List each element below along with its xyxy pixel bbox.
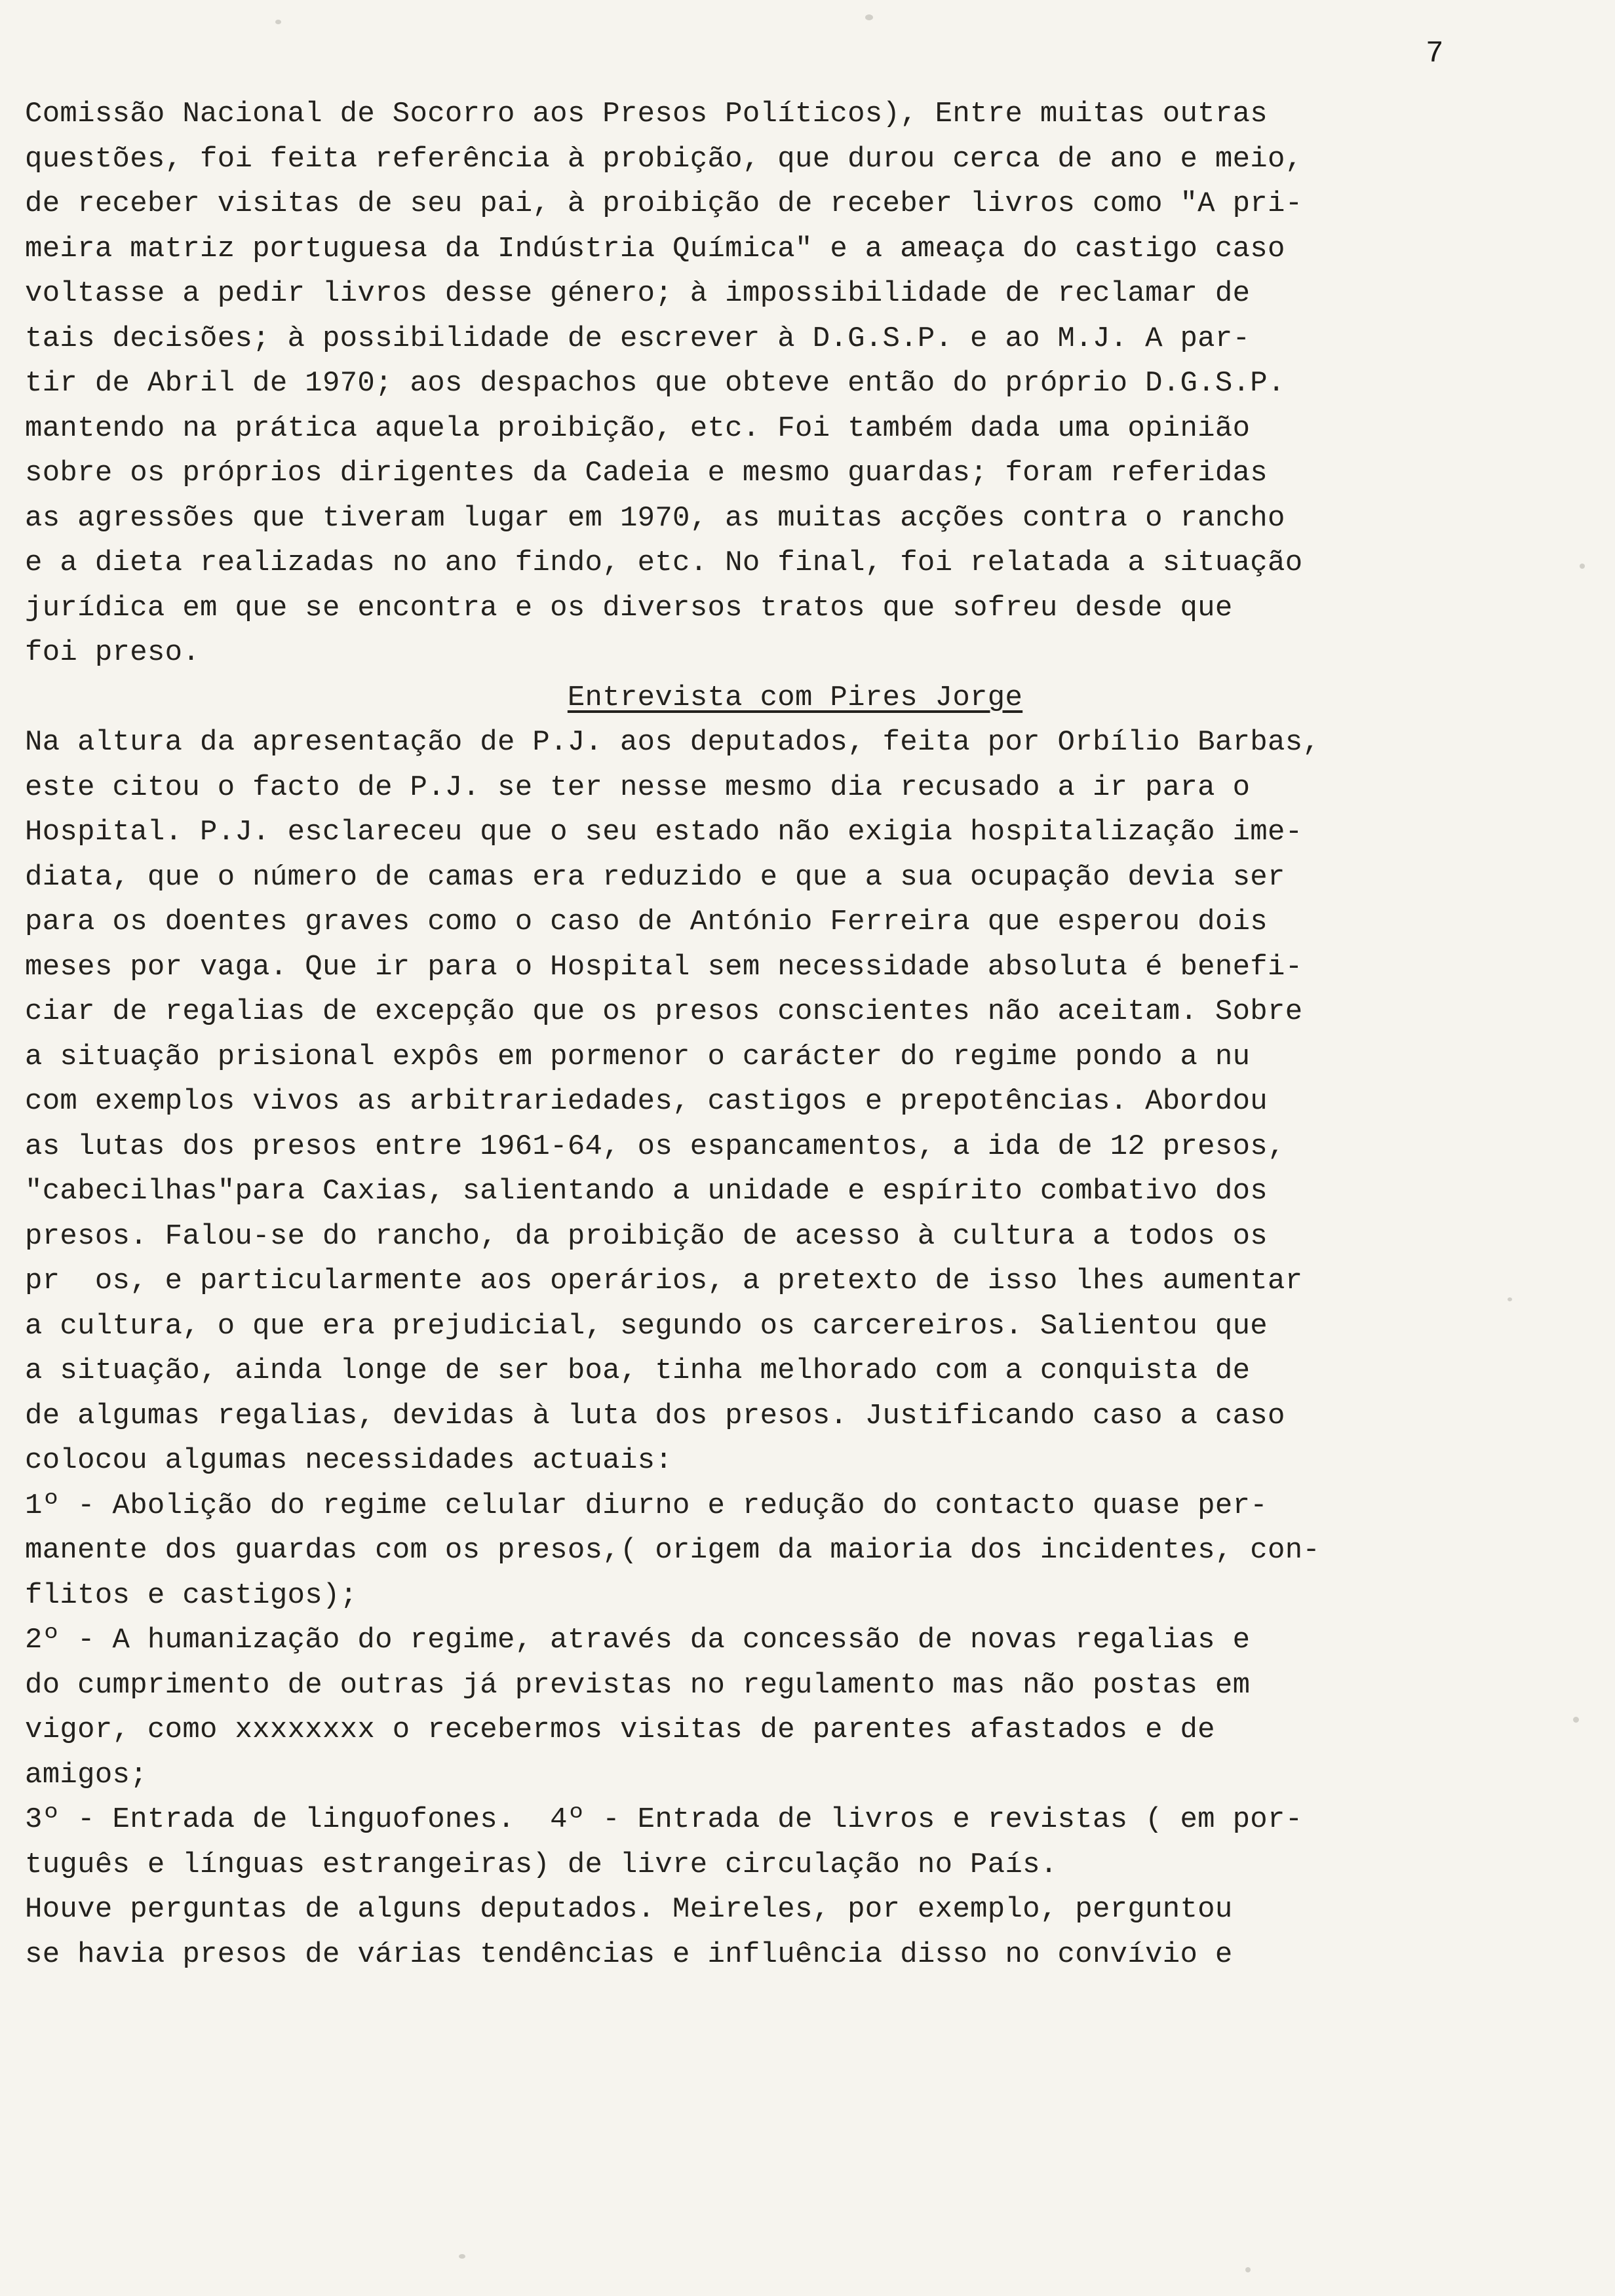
paper-speck — [1573, 1717, 1579, 1723]
text-line: tais decisões; à possibilidade de escrever à D.G.S.P. e ao M.J. A par- — [25, 322, 1251, 355]
paper-speck — [275, 20, 281, 24]
text-line: "cabecilhas"para Caxias, salientando a unidade e espírito combativo dos — [25, 1175, 1268, 1208]
text-line: as lutas dos presos entre 1961-64, os espancamentos, a ida de 12 presos, — [25, 1130, 1285, 1163]
paragraph-1 — [25, 92, 1552, 676]
text-line: ciar de regalias de excepção que os presos conscientes não aceitam. Sobre — [25, 995, 1303, 1028]
text-line: foi preso. — [25, 636, 201, 669]
text-line: 3º - Entrada de linguofones. 4º - Entrada de livros e revistas ( em por- — [25, 1803, 1303, 1836]
text-line: flitos e castigos); — [25, 1578, 358, 1612]
page-number: 7 — [1426, 37, 1444, 71]
text-line: sobre os próprios dirigentes da Cadeia e mesmo guardas; foram referidas — [25, 457, 1268, 489]
paragraph-2 — [25, 720, 1552, 1977]
text-line: Comissão Nacional de Socorro aos Presos Políticos), Entre muitas outras — [25, 98, 1268, 130]
paper-speck — [1580, 564, 1585, 569]
text-line: amigos; — [25, 1758, 147, 1791]
document-body — [25, 92, 1552, 1977]
text-line: e a dieta realizadas no ano findo, etc. No final, foi relatada a situação — [25, 546, 1303, 579]
text-line: jurídica em que se encontra e os diversos tratos que sofreu desde que — [25, 591, 1233, 624]
text-line: pr os, e particularmente aos operários, a pretexto de isso lhes aumentar — [25, 1265, 1303, 1297]
text-line: do cumprimento de outras já previstas no regulamento mas não postas em — [25, 1668, 1251, 1702]
paper-speck — [865, 14, 873, 20]
text-line: colocou algumas necessidades actuais: — [25, 1444, 673, 1477]
text-line: a cultura, o que era prejudicial, segundo os carcereiros. Salientou que — [25, 1309, 1268, 1343]
text-line: diata, que o número de camas era reduzido e que a sua ocupação devia ser — [25, 860, 1285, 894]
text-line: Na altura da apresentação de P.J. aos deputados, feita por Orbílio Barbas, — [25, 726, 1321, 759]
text-line: as agressões que tiveram lugar em 1970, as muitas acções contra o rancho — [25, 501, 1285, 535]
section-heading: Entrevista com Pires Jorge — [567, 681, 1023, 714]
text-line: presos. Falou-se do rancho, da proibição de acesso à cultura a todos os — [25, 1219, 1268, 1253]
text-line: este citou o facto de P.J. se ter nesse mesmo dia recusado a ir para o — [25, 771, 1251, 804]
text-line: a situação prisional expôs em pormenor o carácter do regime pondo a nu — [25, 1040, 1251, 1073]
text-line: com exemplos vivos as arbitrariedades, castigos e prepotências. Abordou — [25, 1085, 1268, 1118]
text-line: se havia presos de várias tendências e influência disso no convívio e — [25, 1938, 1233, 1971]
text-line: vigor, como xxxxxxxx o recebermos visitas de parentes afastados e de — [25, 1713, 1215, 1746]
text-line: questões, foi feita referência à probição, que durou cerca de ano e meio, — [25, 142, 1303, 176]
text-line: Houve perguntas de alguns deputados. Meireles, por exemplo, perguntou — [25, 1893, 1233, 1926]
text-line: voltasse a pedir livros desse género; à impossibilidade de reclamar de — [25, 277, 1251, 310]
text-line: tir de Abril de 1970; aos despachos que obteve então do próprio D.G.S.P. — [25, 367, 1285, 400]
text-line: meira matriz portuguesa da Indústria Química" e a ameaça do castigo caso — [25, 232, 1285, 265]
text-line: 1º - Abolição do regime celular diurno e redução do contacto quase per- — [25, 1489, 1268, 1522]
text-line: tuguês e línguas estrangeiras) de livre circulação no País. — [25, 1848, 1058, 1881]
text-line: mantendo na prática aquela proibição, etc. Foi também dada uma opinião — [25, 411, 1251, 445]
text-line: a situação, ainda longe de ser boa, tinha melhorado com a conquista de — [25, 1354, 1251, 1387]
text-line: de algumas regalias, devidas à luta dos presos. Justificando caso a caso — [25, 1399, 1285, 1432]
text-line: meses por vaga. Que ir para o Hospital sem necessidade absoluta é benefi- — [25, 950, 1303, 984]
paper-speck — [1245, 2267, 1251, 2272]
text-line: manente dos guardas com os presos,( origem da maioria dos incidentes, con- — [25, 1534, 1321, 1567]
text-line: para os doentes graves como o caso de António Ferreira que esperou dois — [25, 906, 1268, 938]
text-line: de receber visitas de seu pai, à proibição de receber livros como "A pri- — [25, 187, 1303, 220]
text-line: Hospital. P.J. esclareceu que o seu estado não exigia hospitalização ime- — [25, 816, 1303, 849]
text-line: 2º - A humanização do regime, através da concessão de novas regalias e — [25, 1624, 1251, 1656]
paper-speck — [1508, 1297, 1512, 1301]
paper-speck — [459, 2254, 465, 2259]
